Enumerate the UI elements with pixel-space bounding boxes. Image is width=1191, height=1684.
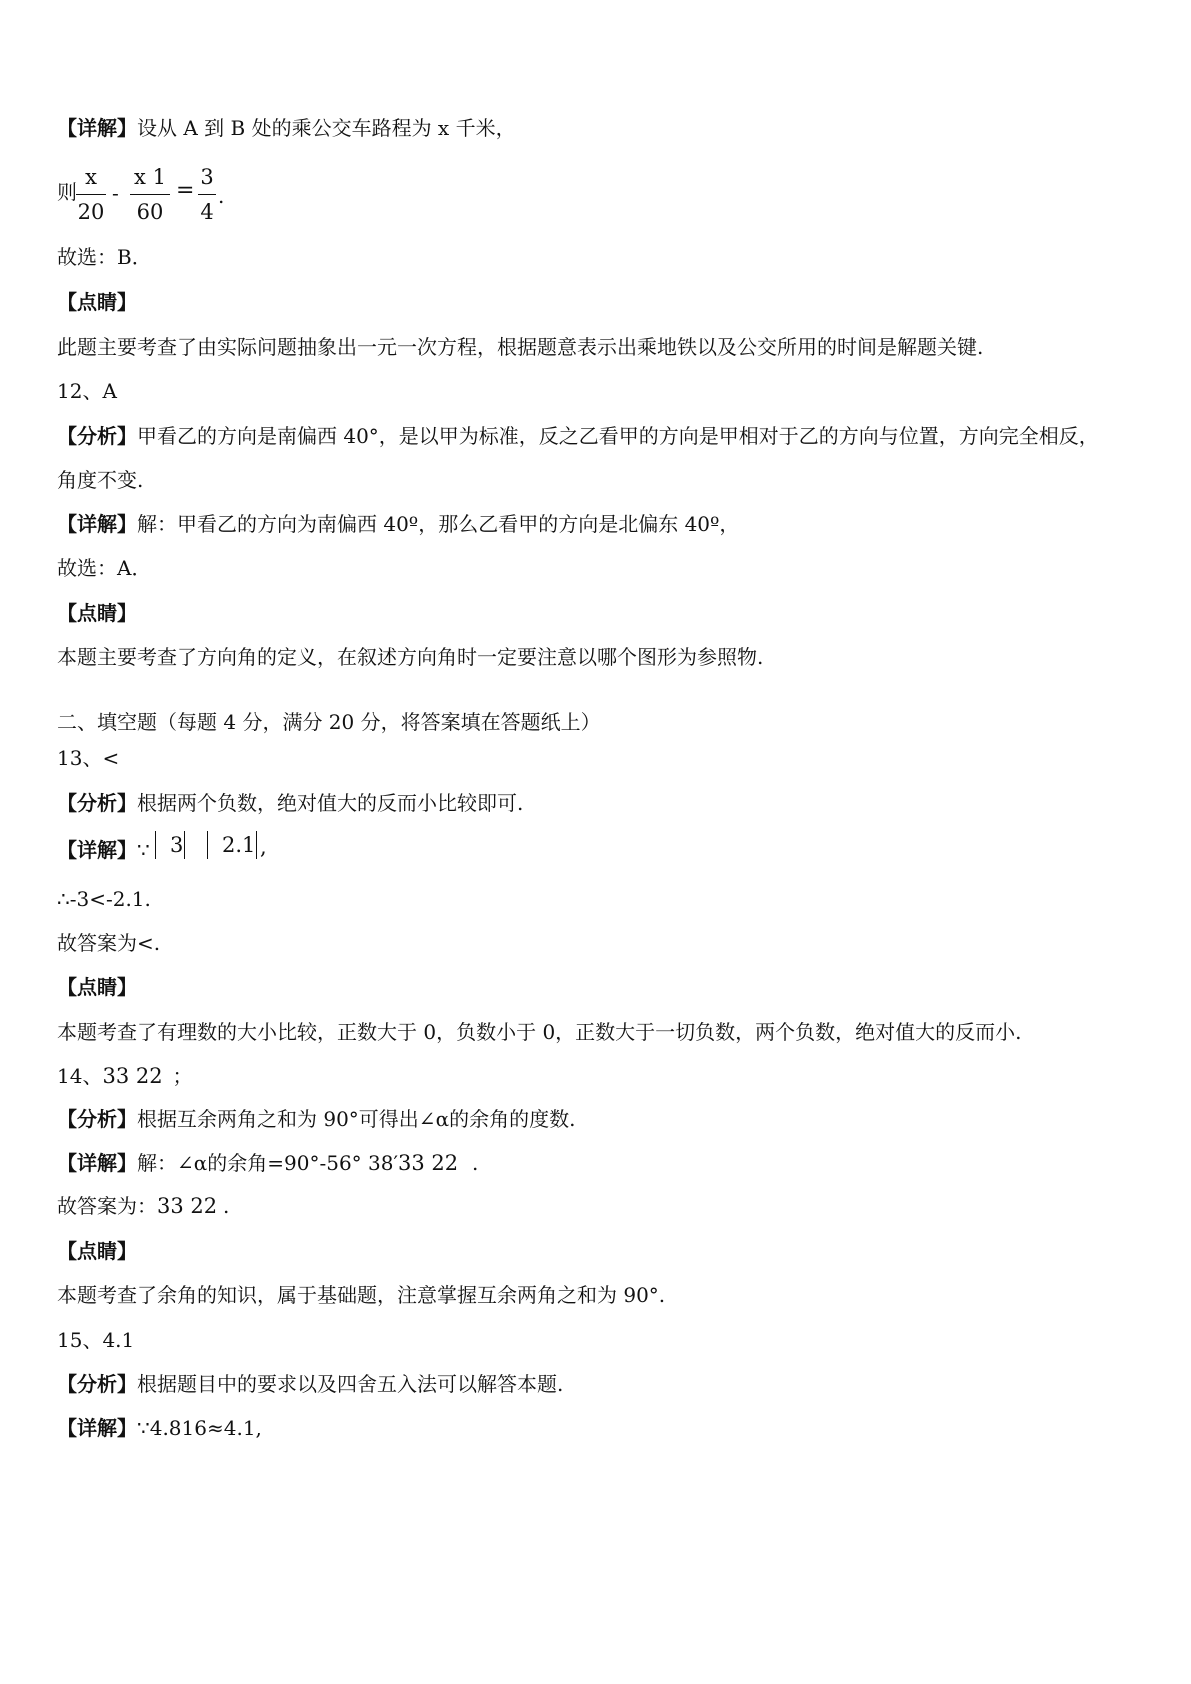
- detail-text: 解：∠α的余角=90°-56° 38′: [137, 1151, 399, 1175]
- analysis-line-12-cont: 角度不变.: [57, 468, 144, 492]
- minus-sign: -: [112, 181, 119, 205]
- analysis-text: 根据题目中的要求以及四舍五入法可以解答本题.: [137, 1372, 564, 1396]
- detail-heading: 【详解】: [57, 838, 137, 862]
- detail-heading: 【详解】: [57, 116, 137, 140]
- answer-prefix: 故答案为：: [57, 1194, 157, 1218]
- highlight-heading-13: 【点睛】: [57, 975, 137, 999]
- detail-line-12: [57, 510, 739, 538]
- fraction-2-numerator: x 1: [134, 165, 166, 189]
- analysis-line-12: [57, 422, 1099, 450]
- answer-line-13: 故答案为<.: [57, 931, 161, 955]
- fraction-2-denominator: 60: [136, 200, 164, 224]
- abs-bar-left-1: [155, 831, 156, 859]
- detail-end: .: [472, 1151, 479, 1175]
- answer-line-14: [57, 1192, 229, 1220]
- highlight-heading-1: 【点睛】: [57, 290, 137, 314]
- detail-comma: ,: [260, 835, 267, 859]
- detail-text: 设从 A 到 B 处的乘公交车路程为 x 千米，: [137, 116, 516, 140]
- analysis-text: 甲看乙的方向是南偏西 40°，是以甲为标准，反之乙看甲的方向是甲相对于乙的方向与位置，方向完全相反，: [137, 424, 1099, 448]
- analysis-heading: 【分析】: [57, 791, 137, 815]
- analysis-heading: 【分析】: [57, 1372, 137, 1396]
- fraction-1-denominator: 20: [77, 200, 105, 224]
- equation-period: .: [218, 184, 225, 208]
- abs-value-3: 3: [170, 833, 184, 857]
- question-14-answer: [57, 1062, 192, 1090]
- abs-bar-right-2: [256, 831, 257, 859]
- abs-bar-right-1: [184, 831, 185, 859]
- highlight-text-13: 本题考查了有理数的大小比较，正数大于 0，负数小于 0，正数大于一切负数，两个负数，绝对值大的反而小.: [57, 1020, 1022, 1044]
- analysis-heading: 【分析】: [57, 1107, 137, 1131]
- analysis-line-13: [57, 789, 523, 817]
- fraction-3-bar: [198, 194, 216, 195]
- question-13-answer: 13、<: [57, 746, 120, 770]
- section-title-fill-blank: 二、填空题（每题 4 分，满分 20 分，将答案填在答题纸上）: [57, 710, 601, 734]
- answer-line-12: 故选：A．: [57, 556, 152, 580]
- highlight-heading-12: 【点睛】: [57, 601, 137, 625]
- question-14-value: 33 22: [102, 1064, 163, 1088]
- answer-end: .: [223, 1194, 230, 1218]
- detail-text: 解：甲看乙的方向为南偏西 40º，那么乙看甲的方向是北偏东 40º，: [137, 512, 740, 536]
- highlight-text-12: 本题主要考查了方向角的定义，在叙述方向角时一定要注意以哪个图形为参照物.: [57, 645, 764, 669]
- detail-value: 33 22: [398, 1151, 459, 1175]
- because-symbol: ∵: [137, 838, 150, 862]
- fraction-1-bar: [76, 194, 106, 195]
- answer-value: 33 22: [157, 1194, 218, 1218]
- analysis-text: 根据两个负数，绝对值大的反而小比较即可.: [137, 791, 524, 815]
- fraction-2-bar: [130, 194, 170, 195]
- analysis-heading: 【分析】: [57, 424, 137, 448]
- detail-line-14: [57, 1149, 478, 1177]
- fraction-3: [198, 162, 216, 227]
- equals-sign: =: [176, 178, 195, 203]
- detail-line-13: [57, 836, 150, 864]
- fraction-2: [130, 162, 170, 227]
- answer-line-1: 故选：B．: [57, 245, 152, 269]
- fraction-1-numerator: x: [85, 165, 97, 189]
- highlight-heading-14: 【点睛】: [57, 1239, 137, 1263]
- fraction-3-numerator: 3: [200, 165, 214, 189]
- equation-prefix: 则: [57, 180, 77, 204]
- question-14-semicolon: ；: [172, 1064, 193, 1088]
- analysis-line-15: [57, 1370, 563, 1398]
- detail-text: ∵4.816≈4.1,: [137, 1416, 262, 1440]
- fraction-3-denominator: 4: [200, 200, 214, 224]
- abs-value-2-1: 2.1: [222, 833, 256, 857]
- analysis-text: 根据互余两角之和为 90°可得出∠α的余角的度数.: [137, 1107, 576, 1131]
- fraction-1: [76, 162, 106, 227]
- analysis-line-14: [57, 1105, 575, 1133]
- detail-heading: 【详解】: [57, 512, 137, 536]
- highlight-text-1: 此题主要考查了由实际问题抽象出一元一次方程，根据题意表示出乘地铁以及公交所用的时间是解题关键.: [57, 335, 984, 359]
- detail-line-1: [57, 114, 516, 142]
- question-12-answer: 12、A: [57, 379, 117, 403]
- question-15-answer: 15、4.1: [57, 1328, 135, 1352]
- therefore-line: ∴-3<-2.1.: [57, 887, 151, 911]
- abs-bar-left-2: [207, 831, 208, 859]
- highlight-text-14: 本题考查了余角的知识，属于基础题，注意掌握互余两角之和为 90°.: [57, 1283, 666, 1307]
- detail-heading: 【详解】: [57, 1151, 137, 1175]
- question-14-number: 14、: [57, 1064, 103, 1088]
- detail-heading: 【详解】: [57, 1416, 137, 1440]
- detail-line-15: [57, 1414, 262, 1442]
